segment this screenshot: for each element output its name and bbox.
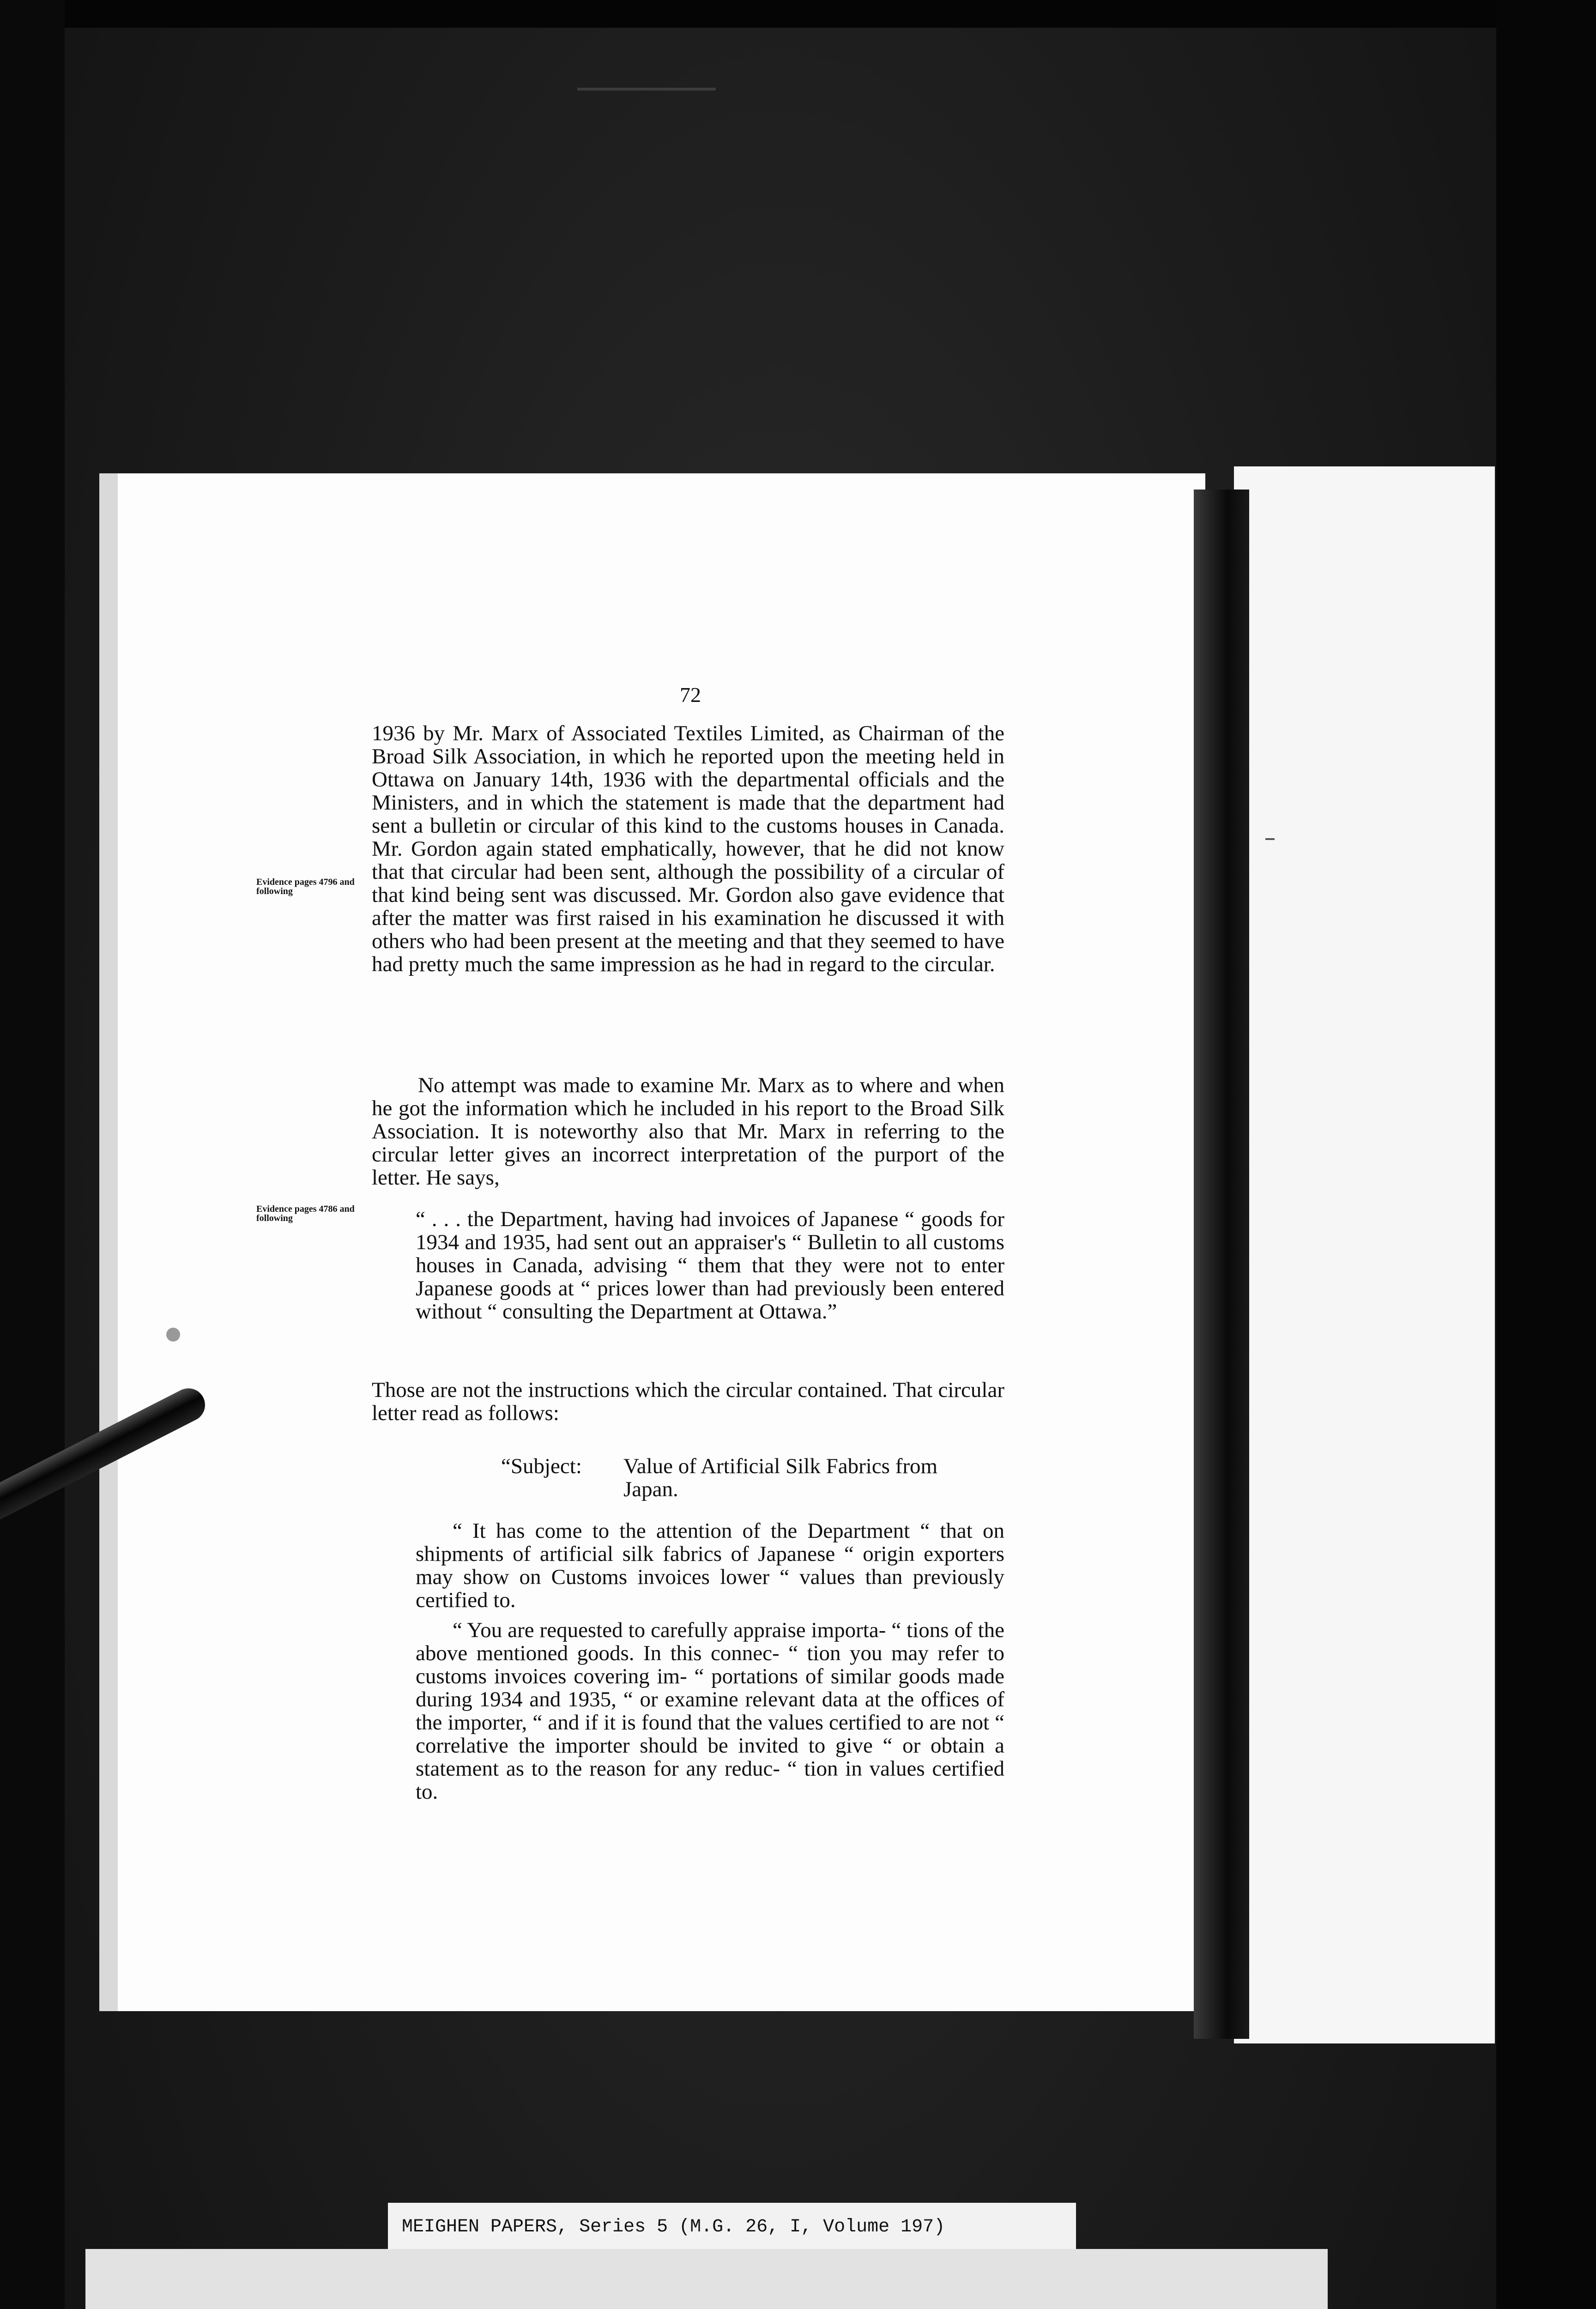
film-border-left — [0, 0, 65, 2309]
series-label: MEIGHEN PAPERS, Series 5 (M.G. 26, I, Volume 197) — [388, 2203, 1076, 2251]
film-scratch — [577, 88, 716, 91]
quote-marx: “ . . . the Department, having had invoices of Japanese “ goods for 1934 and 1935, had sent out an appraiser's “ Bulletin to all customs houses in Canada, advising “ them that they were not to enter Japanese goods at “ prices lower than had previously been entered without “ consulting the Department at Ottawa.” — [416, 1207, 1004, 1324]
subject-value: Value of Artificial Silk Fabrics from Japan. — [623, 1454, 938, 1501]
subject-label: “Subject: — [501, 1454, 582, 1478]
paragraph-2: No attempt was made to examine Mr. Marx as to where and when he got the information which he included in his report to the Broad Silk Association. It is noteworthy also that Mr. Marx in referring to the circular letter gives an incorrect interpretation of the purport of the letter. He says, — [372, 1073, 1004, 1190]
facing-page-mark — [1265, 838, 1275, 840]
film-border-top — [0, 0, 1596, 28]
page-number: 72 — [680, 683, 701, 707]
margin-note-evidence-4786: Evidence pages 4786 and following — [256, 1204, 355, 1223]
circular-paragraph-1: “ It has come to the attention of the Department “ that on shipments of artificial silk fabrics of Japanese “ origin exporters may show on Customs invoices lower “ values than previously certified to. — [416, 1519, 1004, 1612]
circular-paragraph-2: “ You are requested to carefully appraise importa- “ tions of the above mentioned goods. In this connec- “ tion you may refer to customs invoices covering im- “ portations of similar goods made during 1934 and 1935, “ or examine relevant data at the offices of the importer, “ and if it is found that the values certified to are not “ correlative the importer should be invited to give “ or obtain a statement as to the reason for any reduc- “ tion in values certified to. — [416, 1618, 1004, 1804]
pen-tip — [166, 1328, 180, 1342]
margin-note-evidence-4796: Evidence pages 4796 and following — [256, 877, 355, 896]
archives-card — [85, 2249, 1328, 2309]
facing-page — [1234, 466, 1495, 2043]
book-gutter — [1194, 490, 1249, 2039]
paragraph-3: Those are not the instructions which the circular contained. That circular letter read as follows: — [372, 1378, 1004, 1425]
paragraph-1: 1936 by Mr. Marx of Associated Textiles Limited, as Chairman of the Broad Silk Association, in which he reported upon the meeting held in Ottawa on January 14th, 1936 with the departmental officials and the Ministers, and in which the statement is made that the department had sent a bulletin or circular of this kind to the customs houses in Canada. Mr. Gordon again stated emphatically, however, that he did not know that that circular had been sent, although the possibility of a circular of that kind being sent was discussed. Mr. Gordon also gave evidence that after the matter was first raised in his examination he discussed it with others who had been present at the meeting and that they seemed to have had pretty much the same impression as he had in regard to the circular. — [372, 721, 1004, 976]
film-border-right — [1496, 0, 1596, 2309]
